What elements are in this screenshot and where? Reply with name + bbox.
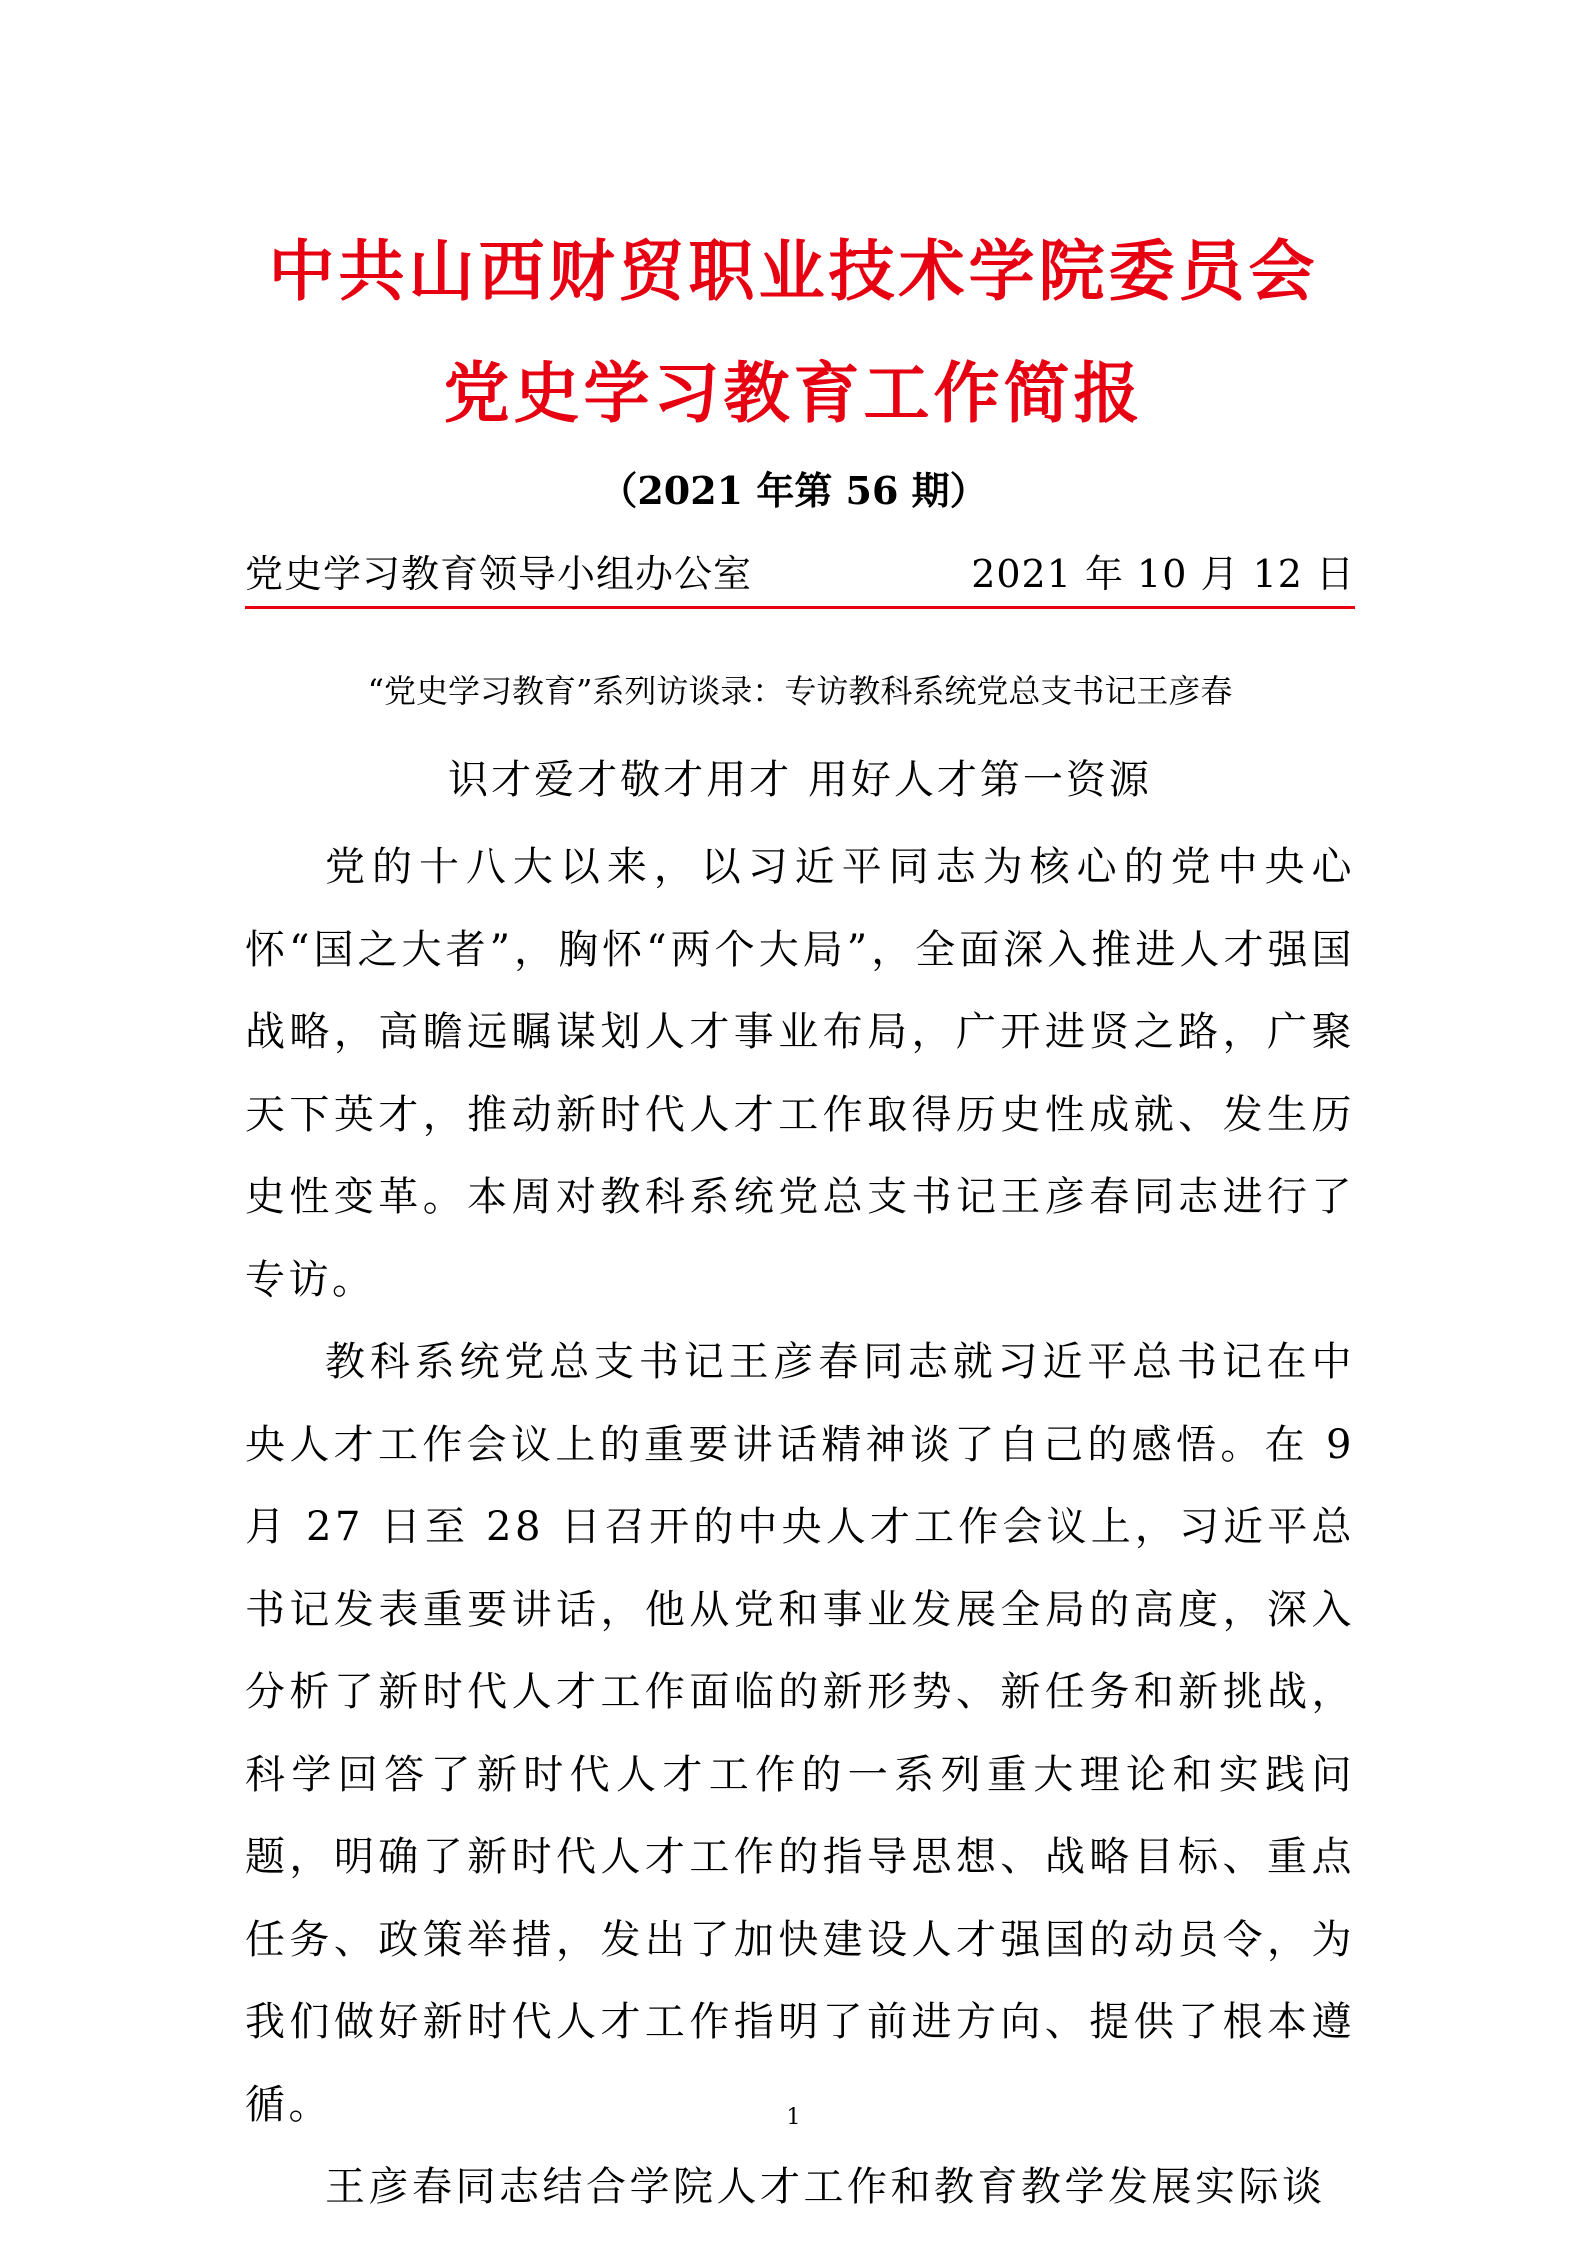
article-paragraph: 教科系统党总支书记王彦春同志就习近平总书记在中央人才工作会议上的重要讲话精神谈了自己的感悟。在 9 月 27 日至 28 日召开的中央人才工作会议上，习近平总书记发表重要讲话，他从党和事业发展全局的高度，深入分析了新时代人才工作面临的新形势、新任务和新挑战，科学回答了新时代人才工作的一系列重大理论和实践问题，明确了新时代人才工作的指导思想、战略目标、重点任务、政策举措，发出了加快建设人才强国的动员令，为我们做好新时代人才工作指明了前进方向、提供了根本遵循。	[245, 1339, 1355, 2128]
masthead-title-line2: 党史学习教育工作简报	[443, 354, 1144, 432]
issue-number: （2021 年第 56 期）	[599, 468, 988, 513]
masthead-title-line1: 中共山西财贸职业技术学院委员会	[268, 232, 1319, 310]
issue-date: 2021 年 10 月 12 日	[971, 552, 1355, 596]
page-number: 1	[786, 2105, 801, 2130]
issuing-office: 党史学习教育领导小组办公室	[245, 552, 753, 596]
red-divider-line	[245, 606, 1355, 609]
masthead-meta-row	[245, 543, 1355, 596]
article-headline: 识才爱才敬才用才 用好人才第一资源	[448, 757, 1152, 803]
article-paragraph: 党的十八大以来，以习近平同志为核心的党中央心怀“国之大者”，胸怀“两个大局”，全面深入推进人才强国战略，高瞻远瞩谋划人才事业布局，广开进贤之路，广聚天下英才，推动新时代人才工作取得历史性成就、发生历史性变革。本周对教科系统党总支书记王彦春同志进行了专访。	[245, 844, 1355, 1303]
article-body	[245, 826, 1355, 2229]
article-series-title: “党史学习教育”系列访谈录：专访教科系统党总支书记王彦春	[367, 672, 1233, 710]
article-paragraph: 王彦春同志结合学院人才工作和教育教学发展实际谈	[325, 2164, 1326, 2210]
